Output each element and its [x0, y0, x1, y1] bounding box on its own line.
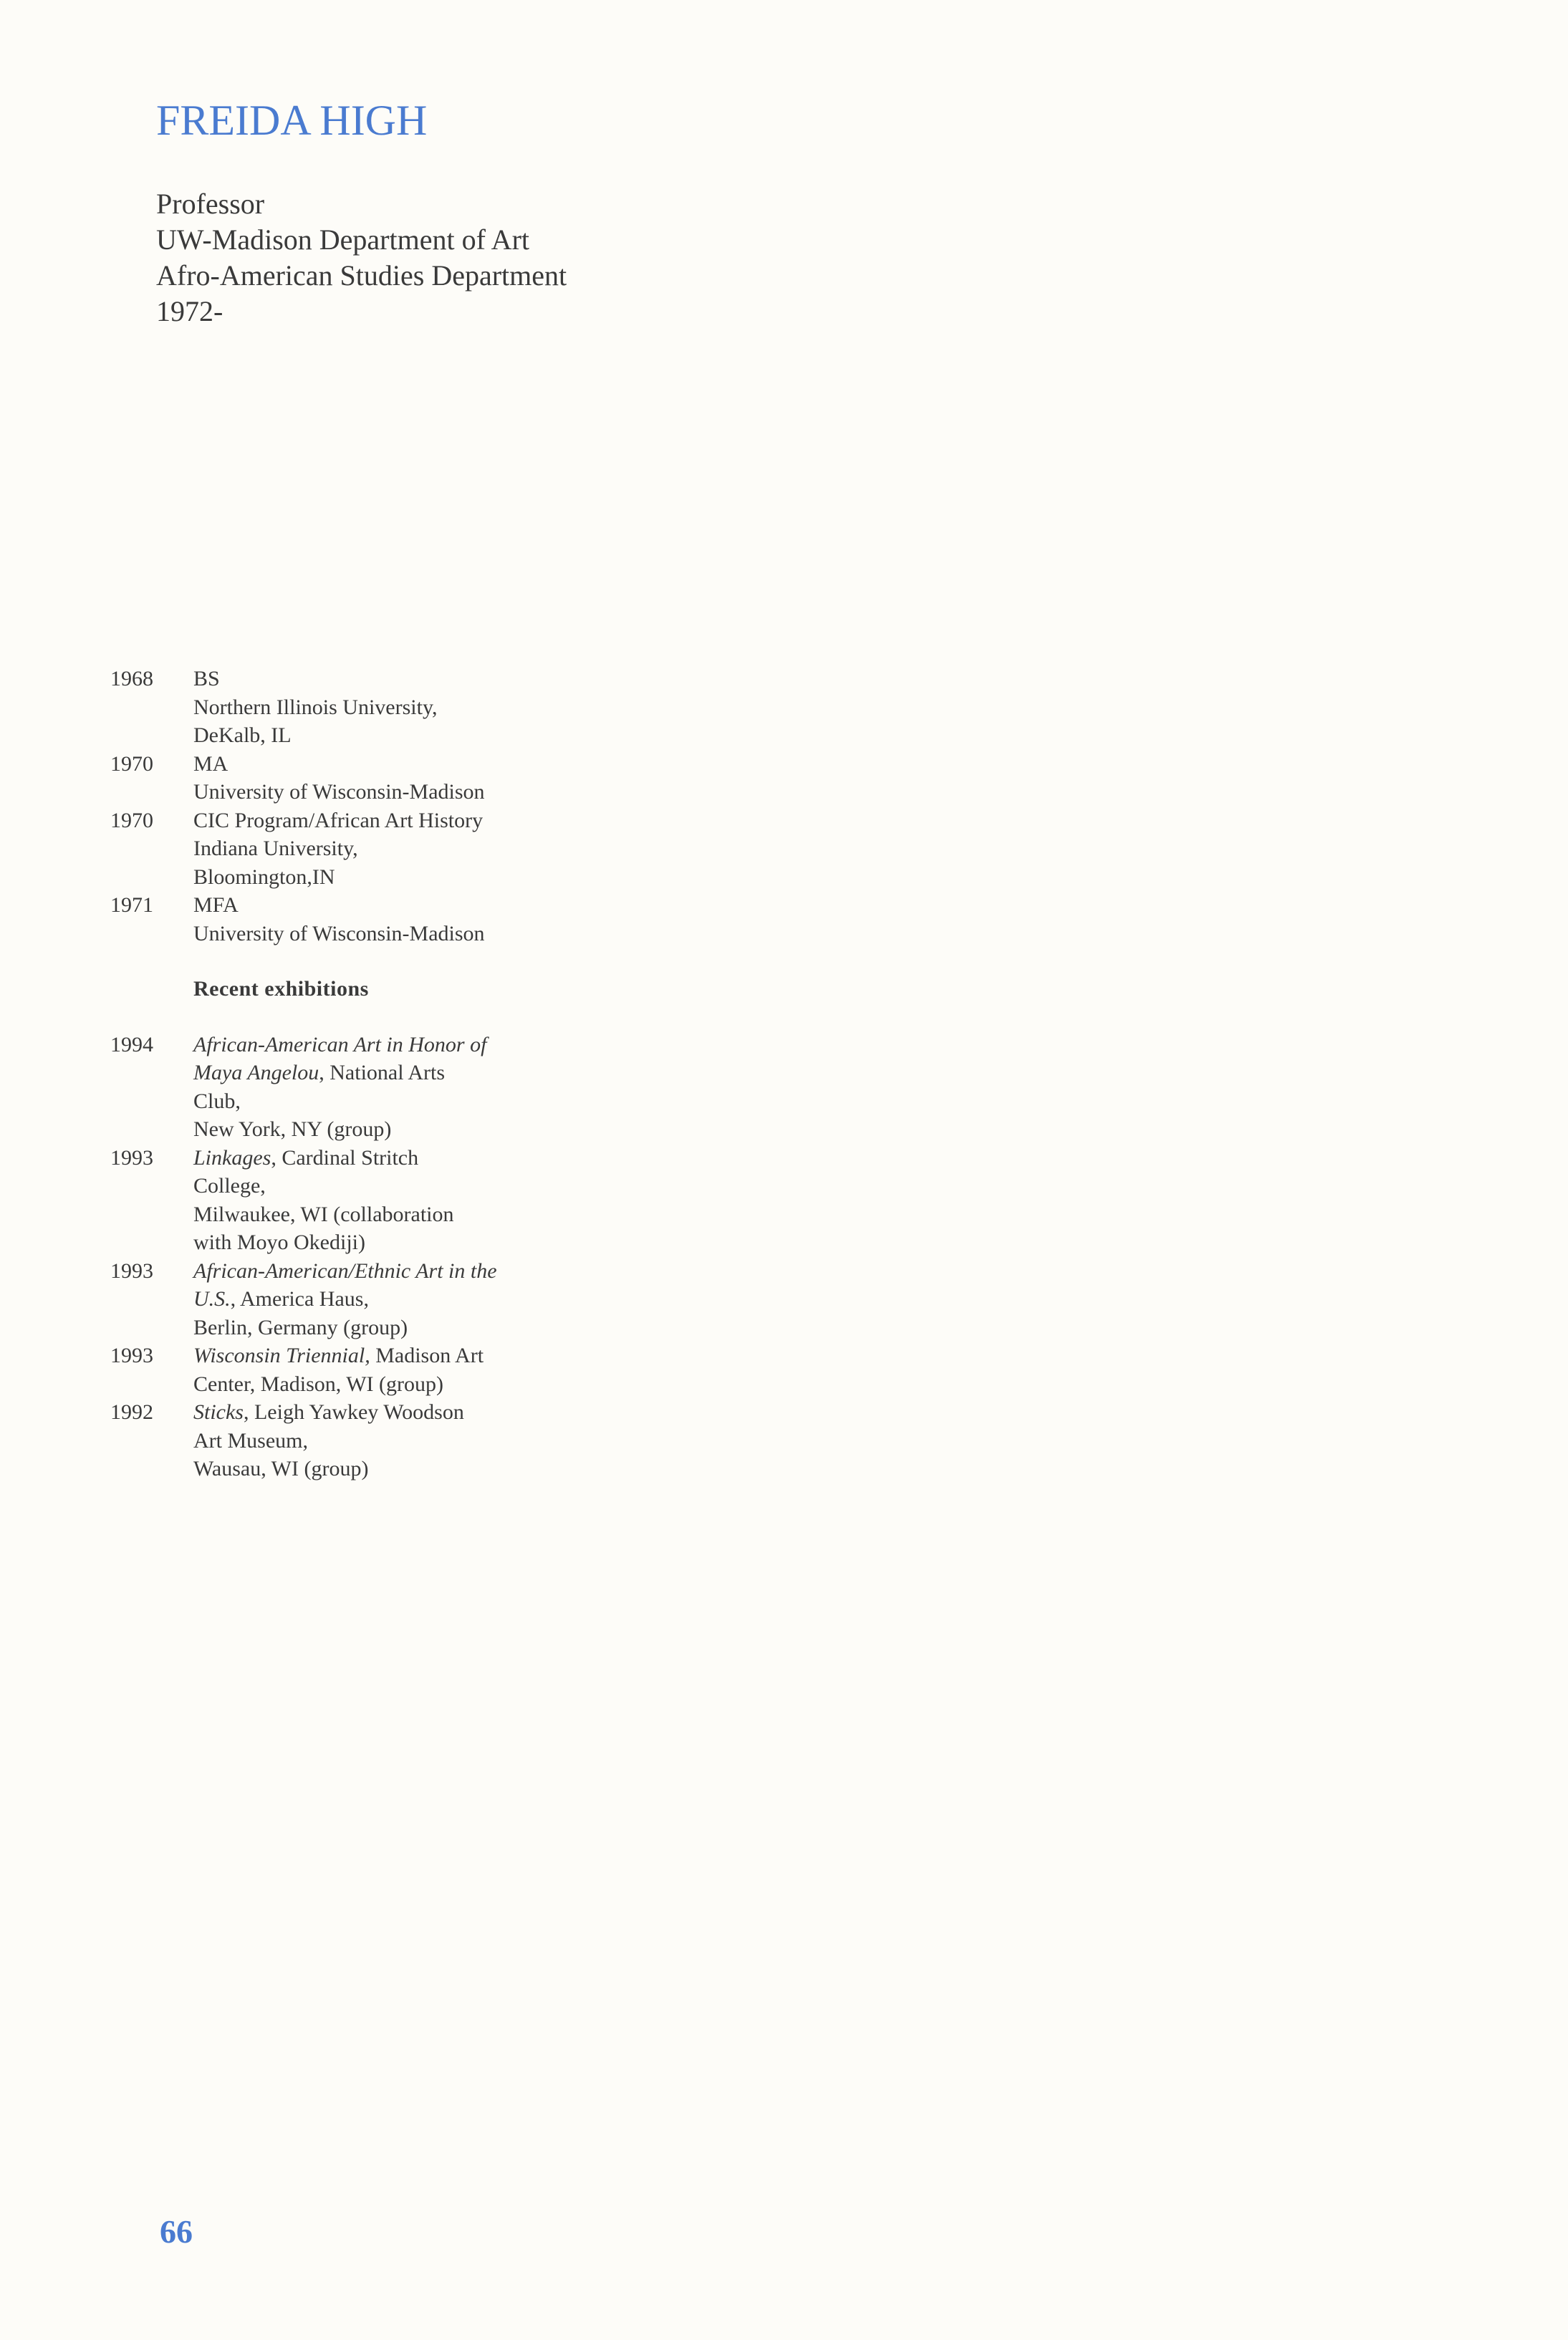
- exhibitions-heading: Recent exhibitions: [193, 977, 369, 1001]
- exhibition-detail: with Moyo Okediji): [193, 1231, 365, 1254]
- entry-year: 1993: [110, 1145, 153, 1170]
- page-number: 66: [160, 2213, 193, 2250]
- location: Bloomington,IN: [193, 865, 335, 889]
- position-title: Professor: [156, 188, 265, 220]
- exhibition-venue: , Cardinal Stritch: [271, 1145, 419, 1170]
- position-department: UW-Madison Department of Art: [156, 223, 529, 256]
- institution: Indiana University,: [193, 837, 358, 860]
- education-entry: [110, 891, 612, 948]
- artist-name: FREIDA HIGH: [156, 97, 428, 144]
- exhibition-entry: [110, 1257, 612, 1342]
- education-entry: [110, 665, 612, 750]
- exhibition-title: African-American Art in Honor of: [193, 1032, 487, 1056]
- exhibition-entry: [110, 1031, 612, 1144]
- exhibition-title: Maya Angelou: [193, 1061, 319, 1084]
- entry-year: 1994: [110, 1032, 153, 1056]
- cv-list: [110, 665, 612, 1483]
- entry-year: 1992: [110, 1400, 153, 1424]
- institution: Northern Illinois University,: [193, 695, 438, 719]
- exhibition-detail: Berlin, Germany (group): [193, 1315, 408, 1339]
- institution: University of Wisconsin-Madison: [193, 780, 485, 804]
- exhibition-detail: College,: [193, 1174, 266, 1198]
- entry-year: 1971: [110, 893, 153, 917]
- exhibition-detail: Art Museum,: [193, 1428, 308, 1453]
- position-block: [156, 186, 567, 329]
- exhibition-venue: Madison Art: [370, 1344, 484, 1367]
- exhibition-detail: Center, Madison, WI (group): [193, 1372, 443, 1396]
- exhibition-entry: [110, 1144, 612, 1257]
- education-entry: [110, 750, 612, 807]
- exhibition-title: Sticks: [193, 1400, 244, 1424]
- degree: MFA: [193, 893, 239, 917]
- exhibition-title: Linkages: [193, 1145, 271, 1170]
- entry-year: 1970: [110, 751, 153, 776]
- exhibition-venue: , National Arts: [319, 1061, 446, 1084]
- exhibition-title: U.S.: [193, 1287, 231, 1311]
- exhibition-detail: Club,: [193, 1089, 241, 1113]
- exhibition-title: African-American/Ethnic Art in the: [193, 1258, 497, 1283]
- position-department-secondary: Afro-American Studies Department: [156, 259, 567, 292]
- exhibition-detail: Milwaukee, WI (collaboration: [193, 1202, 454, 1226]
- entry-year: 1968: [110, 667, 153, 690]
- exhibition-venue: , Leigh Yawkey Woodson: [243, 1400, 464, 1424]
- entry-year: 1993: [110, 1258, 153, 1283]
- program: CIC Program/African Art History: [193, 808, 484, 832]
- degree: MA: [193, 751, 229, 776]
- exhibition-detail: New York, NY (group): [193, 1117, 392, 1141]
- institution: University of Wisconsin-Madison: [193, 921, 485, 945]
- exhibition-title: Wisconsin Triennial,: [193, 1344, 370, 1367]
- exhibition-venue: , America Haus,: [230, 1287, 369, 1311]
- education-entry: [110, 807, 612, 892]
- position-years: 1972-: [156, 295, 223, 327]
- entry-year: 1970: [110, 808, 153, 832]
- exhibition-detail: Wausau, WI (group): [193, 1457, 369, 1480]
- entry-year: 1993: [110, 1344, 153, 1367]
- exhibition-entry: [110, 1398, 612, 1483]
- exhibition-entry: [110, 1342, 612, 1398]
- degree: BS: [193, 667, 220, 690]
- location: DeKalb, IL: [193, 723, 292, 747]
